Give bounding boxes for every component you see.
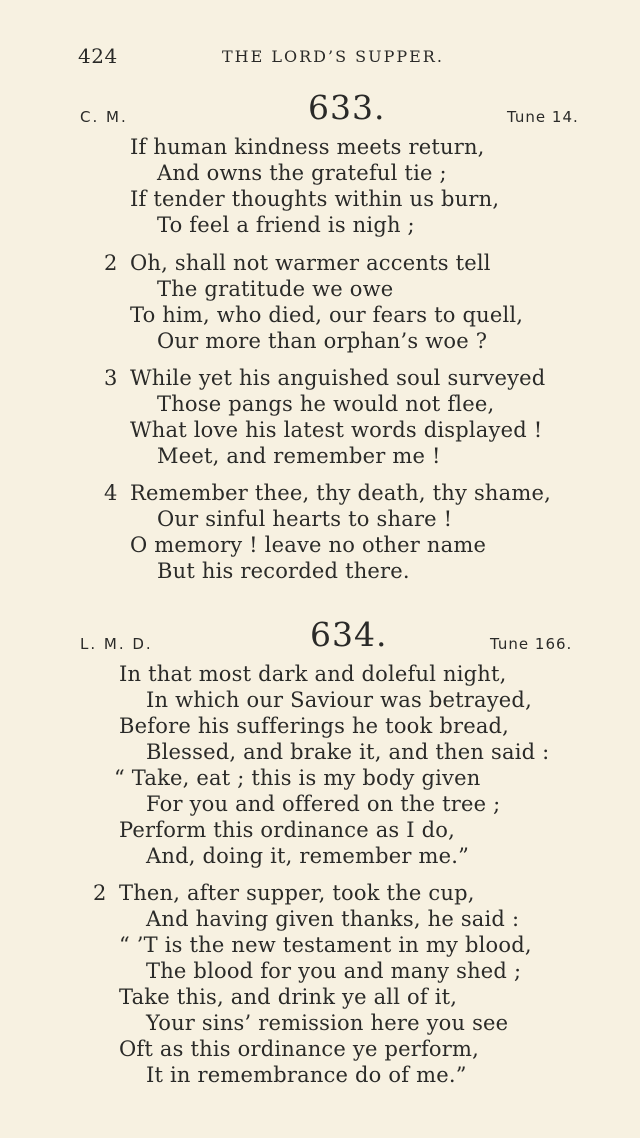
verse-number: 2 xyxy=(104,251,118,275)
verse-line: Meet, and remember me ! xyxy=(157,444,441,468)
verse-line: Take this, and drink ye all of it, xyxy=(119,985,458,1009)
verse-line: For you and offered on the tree ; xyxy=(146,792,501,816)
hymn-tune: Tune 166. xyxy=(490,635,573,653)
verse-line: To him, who died, our fears to quell, xyxy=(130,303,524,327)
verse-line: If tender thoughts within us burn, xyxy=(130,187,500,211)
verse-line: Your sins’ remission here you see xyxy=(146,1011,509,1035)
verse-number: 3 xyxy=(104,366,118,390)
hymn-meter: C. M. xyxy=(80,108,128,126)
verse-line: In that most dark and doleful night, xyxy=(119,662,507,686)
verse-line: The gratitude we owe xyxy=(157,277,394,301)
verse-line: Remember thee, thy death, thy shame, xyxy=(130,481,551,505)
verse-line: If human kindness meets return, xyxy=(130,135,485,159)
hymn-number: 634. xyxy=(310,615,388,654)
verse-line: What love his latest words displayed ! xyxy=(130,418,543,442)
verse-line: And, doing it, remember me.” xyxy=(146,844,470,868)
hymn-meter: L. M. D. xyxy=(80,635,153,653)
verse-line: Blessed, and brake it, and then said : xyxy=(146,740,550,764)
verse-line: The blood for you and many shed ; xyxy=(146,959,522,983)
verse-line: While yet his anguished soul surveyed xyxy=(130,366,546,390)
verse-number: 4 xyxy=(104,481,118,505)
verse-line: And having given thanks, he said : xyxy=(146,907,520,931)
verse-line: It in remembrance do of me.” xyxy=(146,1063,467,1087)
verse-line: “ ’T is the new testament in my blood, xyxy=(119,933,532,957)
verse-line: Our sinful hearts to share ! xyxy=(157,507,453,531)
verse-line: Perform this ordinance as I do, xyxy=(119,818,456,842)
verse-line: And owns the grateful tie ; xyxy=(157,161,447,185)
verse-line: Those pangs he would not flee, xyxy=(157,392,495,416)
hymn-tune: Tune 14. xyxy=(507,108,579,126)
verse-line: Oh, shall not warmer accents tell xyxy=(130,251,491,275)
verse-line: Then, after supper, took the cup, xyxy=(119,881,475,905)
verse-line: Before his sufferings he took bread, xyxy=(119,714,510,738)
verse-line: To feel a friend is nigh ; xyxy=(157,213,415,237)
page-number: 424 xyxy=(78,44,118,68)
verse-line: Oft as this ordinance ye perform, xyxy=(119,1037,480,1061)
hymn-number: 633. xyxy=(308,88,386,127)
verse-line: In which our Saviour was betrayed, xyxy=(146,688,532,712)
verse-number: 2 xyxy=(93,881,107,905)
verse-line: “ Take, eat ; this is my body given xyxy=(114,766,481,790)
running-title: THE LORD’S SUPPER. xyxy=(222,47,444,66)
verse-line: But his recorded there. xyxy=(157,559,410,583)
verse-line: O memory ! leave no other name xyxy=(130,533,487,557)
verse-line: Our more than orphan’s woe ? xyxy=(157,329,488,353)
